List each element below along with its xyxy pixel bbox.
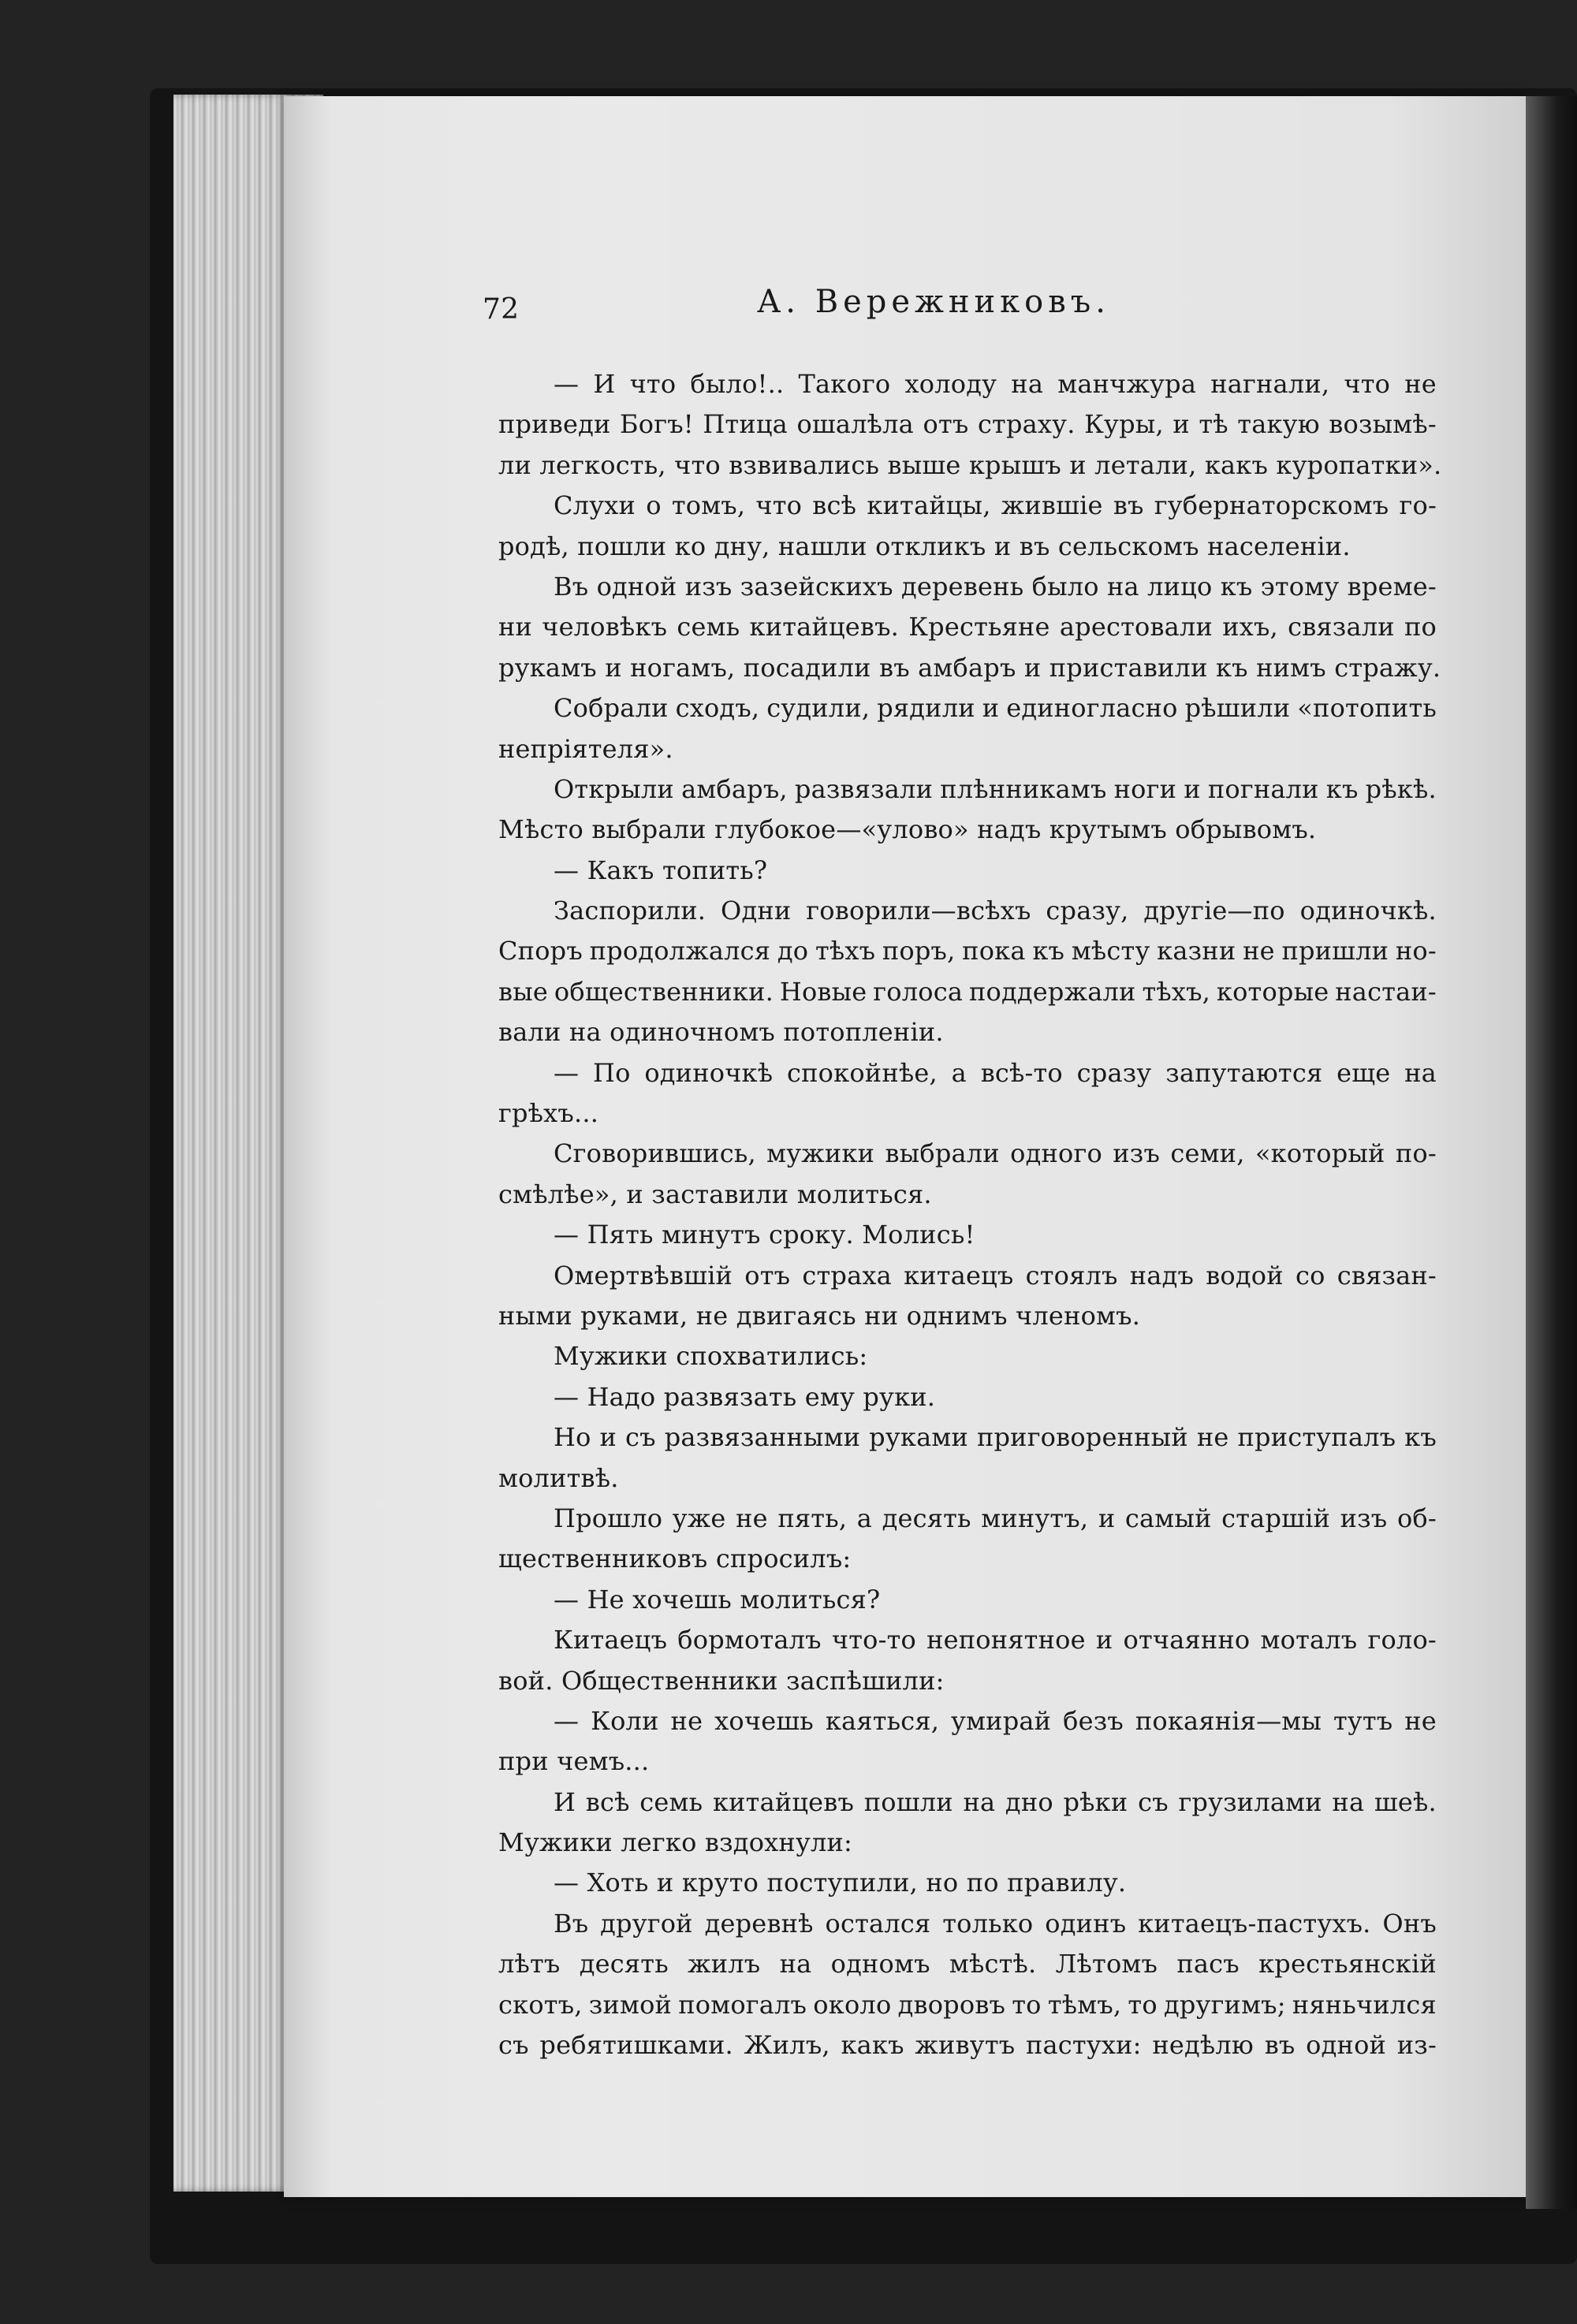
word: Одни [721, 896, 792, 926]
text-line [498, 1215, 1437, 1255]
word: И [554, 1786, 576, 1817]
word: време- [1347, 571, 1437, 601]
word: дно [1005, 1786, 1053, 1817]
line-text: молитвѣ. [498, 1462, 619, 1493]
word: на [1404, 1057, 1437, 1088]
word: по- [1395, 1138, 1437, 1169]
word: пока [962, 936, 1026, 966]
word: деревень [900, 571, 1024, 601]
word: тѣхъ [815, 936, 876, 966]
word: хочешь [714, 1705, 814, 1736]
word: безъ [1063, 1705, 1124, 1736]
word: одиночкѣ. [1299, 896, 1437, 926]
text-line [498, 972, 1437, 1012]
word: еще [1337, 1057, 1391, 1088]
word: Открыли [554, 773, 674, 804]
word: къ [1220, 571, 1253, 601]
word: семь [639, 1786, 703, 1817]
word: то [1012, 1989, 1042, 2020]
word: одиночкѣ [644, 1057, 774, 1088]
word: тѣ [1199, 409, 1228, 440]
line-text: вали на одиночномъ потопленіи. [498, 1017, 944, 1048]
word: сразу [1076, 1057, 1152, 1088]
line-text: смѣлѣе», и заставили молиться. [498, 1179, 932, 1209]
line-text: — Не хочешь молиться? [554, 1584, 881, 1615]
word: живутъ [915, 2030, 1016, 2061]
word: сразу, [1046, 896, 1129, 926]
word: возымѣ- [1329, 409, 1437, 440]
word: только [942, 1908, 1034, 1939]
word: самый [1124, 1503, 1212, 1533]
word: выбрали [885, 1138, 1000, 1169]
word: въ [1264, 2030, 1296, 2061]
word: И [593, 369, 616, 399]
word: что [755, 490, 803, 521]
word: развязали [794, 773, 934, 804]
word: лицо [1147, 571, 1213, 601]
word: одной [1306, 2030, 1387, 2061]
word: дворовъ [897, 1989, 1006, 2020]
text-line [498, 931, 1437, 971]
text-line [498, 1782, 1437, 1823]
word: Жилъ, [744, 2030, 830, 2061]
word: холоду [904, 369, 997, 399]
word: голоса [873, 976, 964, 1007]
word: о [646, 490, 662, 521]
word: лѣтъ [498, 1949, 561, 1979]
word: но- [1395, 936, 1437, 966]
word: и [1098, 1503, 1116, 1533]
word: по [1404, 612, 1437, 642]
word: грузилами [1178, 1786, 1322, 1817]
word: жилъ [688, 1949, 761, 1979]
word: голо- [1367, 1625, 1437, 1655]
word: не [1196, 1422, 1229, 1453]
word: развязанными [664, 1422, 861, 1453]
word: покаянія—мы [1135, 1705, 1322, 1736]
word: го- [1399, 490, 1437, 521]
word: не [670, 1705, 703, 1736]
word: деревнѣ [704, 1908, 814, 1939]
word: рѣкѣ. [1365, 773, 1437, 804]
word: страху. [977, 409, 1076, 440]
word: Птица [703, 409, 788, 440]
word: Китаецъ [554, 1625, 668, 1655]
book-gutter [1526, 96, 1577, 2209]
word: Такого [798, 369, 891, 399]
word: а [951, 1057, 967, 1088]
text-line [498, 404, 1437, 445]
word: что-то [831, 1625, 916, 1655]
line-text: — Пять минутъ сроку. Молись! [554, 1220, 975, 1250]
word: а [856, 1503, 873, 1533]
word: Лѣтомъ [1055, 1949, 1158, 1979]
word: китайцы, [867, 490, 991, 521]
text-line [498, 648, 1441, 688]
word: Но [554, 1422, 591, 1453]
word: отчаянно [1123, 1625, 1251, 1655]
text-line [498, 1336, 1437, 1376]
word: на [1011, 369, 1044, 399]
word: и [599, 1422, 617, 1453]
text-line [498, 1377, 1437, 1417]
word: со [1295, 1260, 1325, 1290]
word: уже [672, 1503, 726, 1533]
text-line [498, 769, 1437, 810]
word: недѣлю [1152, 2030, 1254, 2061]
word: изъ [684, 571, 733, 601]
word: на [1332, 1786, 1365, 1817]
line-text: Мужики легко вздохнули: [498, 1827, 853, 1858]
word: Крестьяне [908, 612, 1050, 642]
text-line [498, 1093, 1437, 1134]
text-line [498, 1012, 1437, 1052]
line-text: ными руками, не двигаясь ни однимъ членомъ. [498, 1300, 1141, 1331]
word: семь [677, 612, 740, 642]
word: Прошло [554, 1503, 663, 1533]
word: которые [1216, 976, 1329, 1007]
word: судили, [766, 693, 871, 724]
line-text: родѣ, пошли ко дну, нашли откликъ и въ сельскомъ населеніи. [498, 531, 1351, 561]
word: всѣ-то [980, 1057, 1063, 1088]
body-text [498, 364, 1442, 2065]
word: жившіе [1001, 490, 1103, 521]
word: китаецъ-пастухъ. [1138, 1908, 1371, 1939]
word: въ [1113, 490, 1144, 521]
word: — [554, 1057, 580, 1088]
word: ни [498, 612, 533, 642]
word: няньчился [1292, 1989, 1437, 2020]
word: одного [1010, 1138, 1102, 1169]
word: рядили [877, 693, 975, 724]
word: нагнали, [1210, 369, 1330, 399]
word: не [1404, 369, 1437, 399]
word: сходъ, [675, 693, 760, 724]
word: поръ, [882, 936, 956, 966]
word: этому [1260, 571, 1340, 601]
text-line [498, 1417, 1437, 1458]
word: къ [1404, 1422, 1437, 1453]
page-number: 72 [483, 293, 520, 326]
word: китайцевъ [712, 1786, 855, 1817]
word: Въ [554, 1908, 589, 1939]
word: «потопить [1297, 693, 1437, 724]
word: другіе—по [1143, 896, 1285, 926]
text-line [498, 364, 1437, 404]
word: По [592, 1057, 631, 1088]
text-line [498, 1741, 1437, 1782]
word: вые [498, 976, 549, 1007]
line-text: грѣхъ... [498, 1098, 599, 1129]
word: другой [600, 1908, 693, 1939]
word: Собрали [554, 693, 669, 724]
word: и [1172, 409, 1190, 440]
word: десять [882, 1503, 971, 1533]
word: китайцевъ. [749, 612, 900, 642]
word: одинъ [1045, 1908, 1127, 1939]
word: тутъ [1333, 1705, 1393, 1736]
word: приговоренный [976, 1422, 1188, 1453]
word: всѣ [585, 1786, 630, 1817]
word: рѣшили [1184, 693, 1291, 724]
word: Куры, [1084, 409, 1164, 440]
word: об- [1396, 1503, 1437, 1533]
word: стоялъ [1025, 1260, 1118, 1290]
word: моталъ [1260, 1625, 1358, 1655]
line-text: — Какъ топить? [554, 855, 768, 885]
text-line [498, 1863, 1437, 1903]
word: такую [1237, 409, 1320, 440]
word: умирай [951, 1705, 1052, 1736]
text-line [498, 1580, 1437, 1620]
word: отъ [923, 409, 969, 440]
word: плѣнникамъ [940, 773, 1107, 804]
word: пришли [1281, 936, 1389, 966]
word: и [1095, 1625, 1113, 1655]
word: зимой [588, 1989, 673, 2020]
word: страха [802, 1260, 892, 1290]
word: пошли [863, 1786, 953, 1817]
word: съ [1138, 1786, 1169, 1817]
text-line [498, 1539, 1437, 1579]
word: пасъ [1176, 1949, 1240, 1979]
text-line [498, 1499, 1437, 1539]
word: всѣ [812, 490, 857, 521]
word: приступалъ [1237, 1422, 1396, 1453]
word: Сговорившись, [554, 1138, 756, 1169]
word: ребятишками. [539, 2030, 733, 2061]
word: то [1128, 1989, 1158, 2020]
word: томъ, [671, 490, 746, 521]
text-line [498, 1256, 1437, 1296]
text-line [498, 1053, 1437, 1093]
word: одномъ [830, 1949, 930, 1979]
word: Богъ! [620, 409, 694, 440]
word: не [1243, 936, 1275, 966]
word: настаи- [1335, 976, 1437, 1007]
word: изъ [1340, 1503, 1388, 1533]
word: ноги [1113, 773, 1177, 804]
line-text: Мѣсто выбрали глубокое—«улово» надъ крутымъ обрывомъ. [498, 814, 1317, 845]
word: тѣхъ, [1142, 976, 1211, 1007]
text-line [498, 567, 1437, 607]
word: около [813, 1989, 892, 2020]
word: до [777, 936, 809, 966]
text-line [498, 729, 1437, 769]
text-line [498, 1175, 1437, 1215]
word: остался [825, 1908, 931, 1939]
word: другимъ; [1163, 1989, 1286, 2020]
word: Новые [779, 976, 867, 1007]
text-line [498, 486, 1437, 526]
word: непонятное [926, 1625, 1086, 1655]
word: Слухи [554, 490, 636, 521]
line-text: Мужики спохватились: [554, 1341, 868, 1372]
word: крестьянскій [1258, 1949, 1437, 1979]
word: минутъ, [981, 1503, 1089, 1533]
line-text: — Хоть и круто поступили, но по правилу. [554, 1868, 1127, 1898]
text-line [498, 891, 1437, 931]
text-line [498, 1701, 1437, 1741]
word: къ [1325, 773, 1359, 804]
line-text: рукамъ и ногамъ, посадили въ амбаръ и приставили къ нимъ стражу. [498, 652, 1441, 683]
word: семи, [1170, 1138, 1245, 1169]
text-line [498, 1904, 1437, 1944]
word: продолжался [589, 936, 771, 966]
running-head: А. Вережниковъ. [757, 284, 1110, 320]
word: старшій [1221, 1503, 1331, 1533]
word: зазейскихъ [740, 571, 893, 601]
word: каяться, [825, 1705, 940, 1736]
word: Омертвѣвшій [554, 1260, 733, 1290]
word: помогалъ [678, 1989, 807, 2020]
text-line [498, 1661, 1437, 1701]
word: связан- [1337, 1260, 1437, 1290]
word: на [779, 1949, 812, 1979]
word: единогласно [1006, 693, 1178, 724]
word: отъ [744, 1260, 791, 1290]
word: ихъ, [1222, 612, 1278, 642]
word: пять, [777, 1503, 848, 1533]
word: спокойнѣе, [787, 1057, 938, 1088]
text-line [498, 1296, 1437, 1336]
word: казни [1157, 936, 1236, 966]
text-line [498, 1458, 1437, 1499]
text-line [498, 527, 1437, 567]
word: руками [869, 1422, 968, 1453]
word: человѣкъ [542, 612, 668, 642]
text-line [498, 1823, 1437, 1863]
line-text: непріятеля». [498, 733, 673, 764]
word: говорили—всѣхъ [806, 896, 1031, 926]
text-line [498, 688, 1437, 728]
word: мѣстѣ. [949, 1949, 1037, 1979]
word: Заспорили. [554, 896, 706, 926]
word: из- [1396, 2030, 1437, 2061]
word: приведи [498, 409, 611, 440]
word: къ [1032, 936, 1065, 966]
word: запутаются [1165, 1057, 1323, 1088]
word: десять [579, 1949, 669, 1979]
word: одной [596, 571, 677, 601]
word: поддержали [968, 976, 1136, 1007]
word: Въ [554, 571, 589, 601]
word: что [1344, 369, 1391, 399]
word: не [1404, 1705, 1437, 1736]
word: китаецъ [904, 1260, 1014, 1290]
word: надъ [1129, 1260, 1195, 1290]
word: и [1184, 773, 1201, 804]
text-line [498, 445, 1442, 486]
word: Онъ [1382, 1908, 1437, 1939]
text-line [498, 851, 1437, 891]
word: амбаръ, [681, 773, 788, 804]
text-line [498, 2025, 1437, 2065]
word: тѣмъ, [1047, 1989, 1122, 2020]
word: — [554, 1705, 580, 1736]
word: арестовали [1059, 612, 1214, 642]
text-line [498, 607, 1437, 647]
text-line [498, 1134, 1437, 1174]
word: манчжура [1057, 369, 1197, 399]
text-line [498, 1985, 1437, 2025]
word: на [963, 1786, 996, 1817]
text-line [498, 1944, 1437, 1984]
word: общественники. [554, 976, 774, 1007]
word: губернаторскомъ [1154, 490, 1389, 521]
word: и [982, 693, 1000, 724]
text-line [498, 810, 1437, 850]
word: — [554, 369, 580, 399]
line-text: — Надо развязать ему руки. [554, 1381, 936, 1412]
word: съ [625, 1422, 656, 1453]
line-text: щественниковъ спросилъ: [498, 1544, 852, 1574]
word: пастухи: [1026, 2030, 1142, 2061]
word: ошалѣла [796, 409, 914, 440]
word: на [1107, 571, 1139, 601]
word: съ [498, 2030, 529, 2061]
word: изъ [1113, 1138, 1161, 1169]
word: какъ [841, 2030, 904, 2061]
word: скотъ, [498, 1989, 583, 2020]
word: мужики [766, 1138, 875, 1169]
word: погнали [1207, 773, 1319, 804]
word: бормоталъ [677, 1625, 822, 1655]
word: связали [1288, 612, 1395, 642]
word: не [736, 1503, 768, 1533]
word: мѣсту [1071, 936, 1150, 966]
word: шеѣ. [1374, 1786, 1437, 1817]
word: водой [1206, 1260, 1284, 1290]
line-text: ли легкость, что взвивались выше крышъ и летали, какъ куропатки». [498, 449, 1442, 480]
word: «который [1255, 1138, 1385, 1169]
line-text: вой. Общественники заспѣшили: [498, 1665, 945, 1696]
word: рѣки [1063, 1786, 1128, 1817]
text-line [498, 1620, 1437, 1660]
word: было [1031, 571, 1099, 601]
word: что [629, 369, 677, 399]
word: было!.. [690, 369, 785, 399]
word: Коли [591, 1705, 659, 1736]
word: Споръ [498, 936, 583, 966]
line-text: при чемъ... [498, 1746, 650, 1777]
